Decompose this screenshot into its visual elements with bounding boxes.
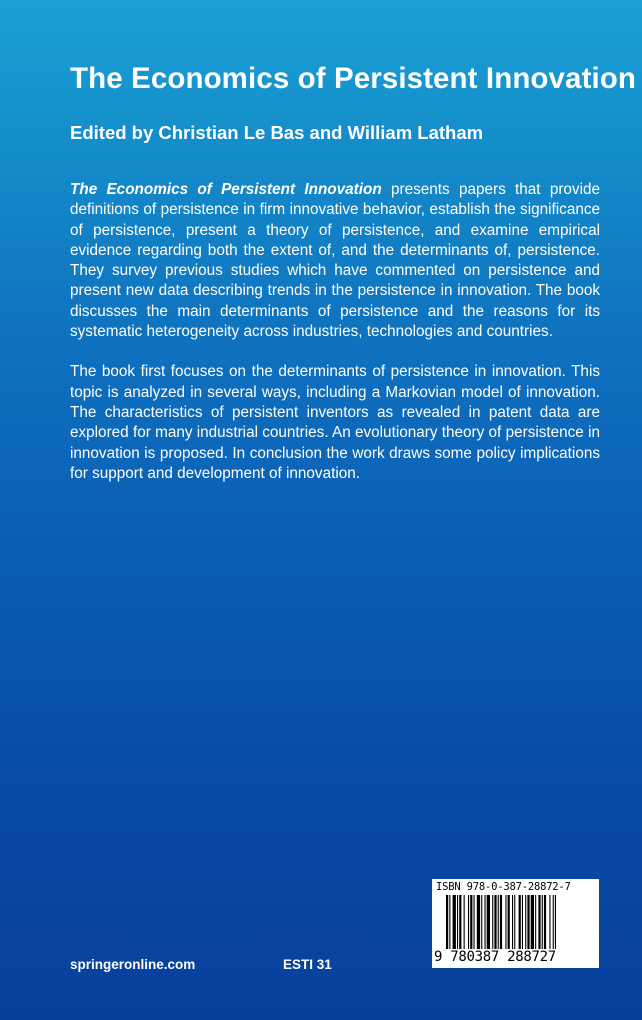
barcode-bar — [544, 895, 546, 949]
barcode-bar — [527, 895, 529, 949]
barcode-bars — [446, 895, 592, 949]
barcode-bar — [474, 895, 475, 949]
editors-line: Edited by Christian Le Bas and William Latham — [70, 122, 484, 143]
barcode-bar — [481, 895, 482, 949]
ean-digits: 9 780387 288727 — [434, 949, 556, 965]
barcode-bar — [485, 895, 486, 949]
barcode-bar — [522, 895, 523, 949]
barcode-bar — [494, 895, 496, 949]
barcode-bar — [553, 895, 554, 949]
barcode-bar — [525, 895, 526, 949]
barcode-bar — [498, 895, 499, 949]
barcode-bar — [514, 895, 515, 949]
barcode-bar — [477, 895, 480, 949]
barcode-bar — [542, 895, 543, 949]
barcode-bar — [549, 895, 550, 949]
barcode-bar — [508, 895, 510, 949]
barcode-bar — [449, 895, 450, 949]
barcode-bar — [464, 895, 465, 949]
barcode-bar — [538, 895, 540, 949]
barcode-bar — [470, 895, 472, 949]
description-paragraph-2: The book first focuses on the determinants of persistence in innovation. This topic is analyzed in several ways, including a Markovian model of innovation. The characteristics of persistent inventors as revealed in patent data are explored for many industrial countries. An evolutionary theory of persistence in innovation is proposed. In conclusion the work draws some policy implications for support and development of innovation. — [70, 363, 600, 482]
publisher-website: springeronline.com — [70, 957, 196, 972]
description-paragraph-1-text: presents papers that provide definitions of persistence in firm innovative behavior, establish the significance of persistence, present a theory of persistence, and examine empirical evidence regarding both the extent of, and the determinants of, persistence. They survey previous studies which have commented on persistence and present new data describing trends in the persistence in innovation. The book discusses the main determinants of persistence and the reasons for its systematic heterogeneity across industries, technologies and countries. — [70, 181, 600, 341]
barcode-bar — [457, 895, 458, 949]
barcode-bar — [500, 895, 502, 949]
barcode-bar — [505, 895, 506, 949]
barcode-bar — [468, 895, 469, 949]
barcode-bar — [512, 895, 513, 949]
barcode-bar — [531, 895, 534, 949]
isbn-label: ISBN 978-0-387-28872-7 — [436, 881, 571, 893]
barcode-bar — [446, 895, 448, 949]
book-title: The Economics of Persistent Innovation — [70, 62, 637, 95]
barcode-bar — [555, 895, 556, 949]
barcode-bar — [459, 895, 461, 949]
description-paragraph-1 — [70, 180, 600, 342]
barcode-bar — [535, 895, 536, 949]
barcode-bar — [487, 895, 490, 949]
isbn-barcode — [432, 879, 599, 968]
barcode-bar — [492, 895, 493, 949]
description-title-lead: The Economics of Persistent Innovation — [70, 181, 382, 198]
barcode-bar — [519, 895, 521, 949]
description — [70, 180, 600, 504]
series-code: ESTI 31 — [283, 957, 332, 972]
barcode-bar — [453, 895, 456, 949]
